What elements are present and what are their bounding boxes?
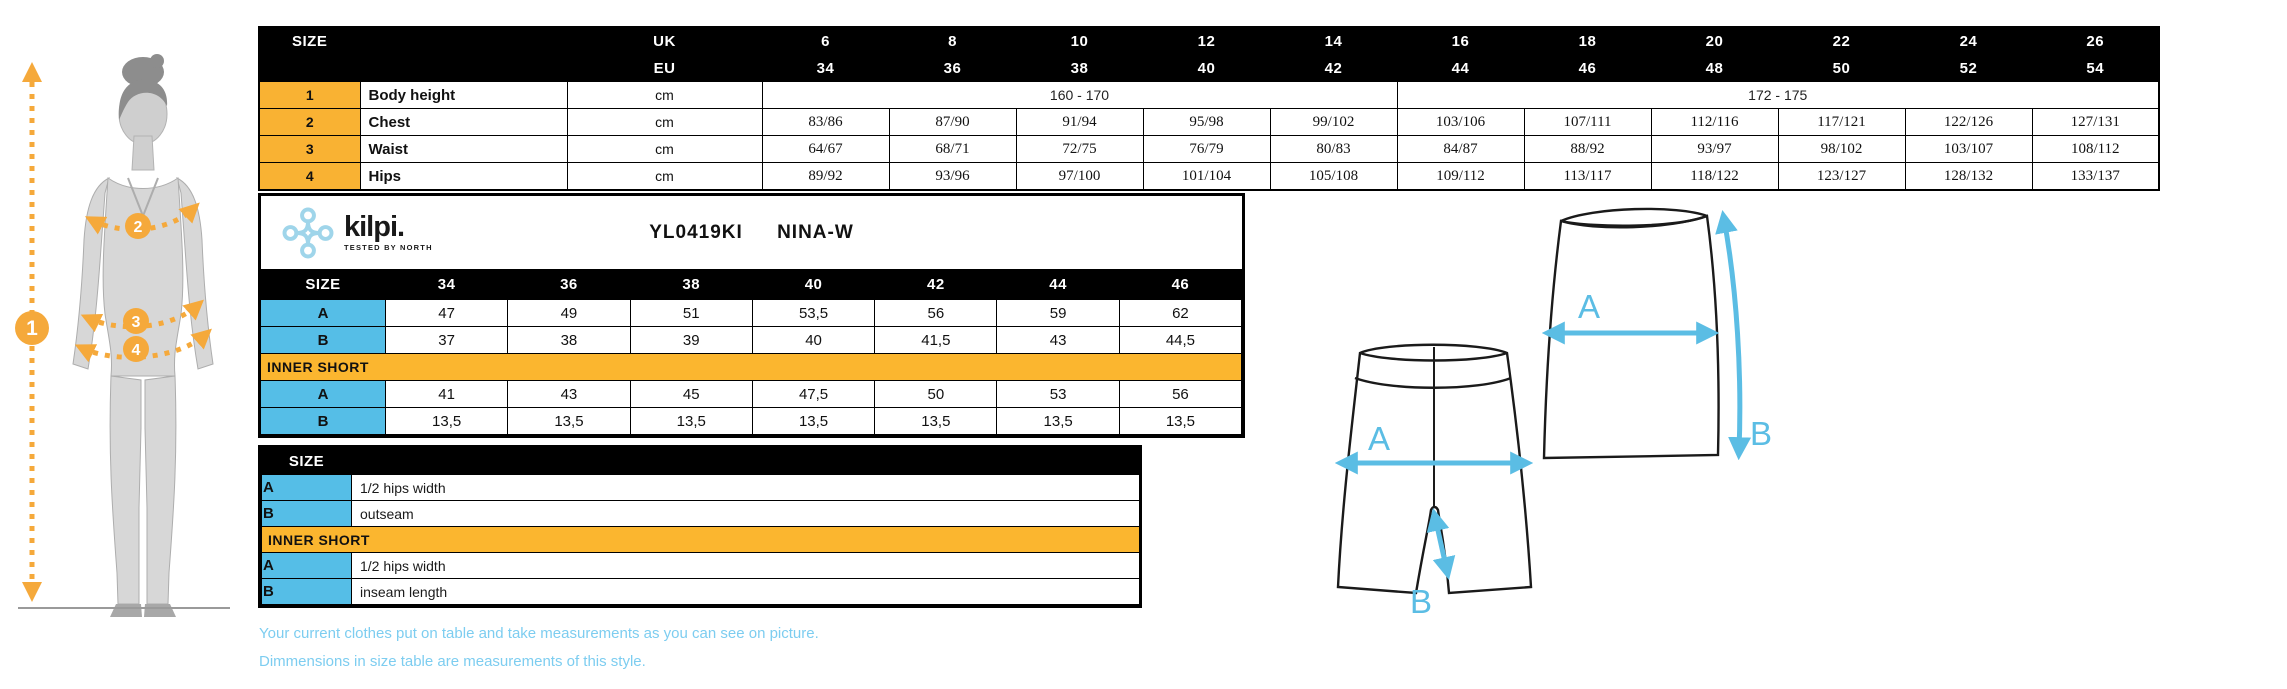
marker-2-label: 2 [133,219,143,236]
size-table-header-row [259,55,2159,82]
measurement-number-cell: 1 [259,82,360,109]
product-size-table [260,269,1242,435]
value-cell: 109/112 [1397,163,1524,191]
skirt-b-label: B [1750,415,1773,452]
dimension-value-cell: 50 [875,381,997,408]
size-value-header: 48 [1651,55,1778,82]
value-cell: 98/102 [1778,136,1905,163]
section-title-cell: INNER SHORT [261,354,1242,381]
dimension-value-cell: 13,5 [997,408,1119,435]
dimension-value-cell: 59 [997,300,1119,327]
value-cell: 64/67 [762,136,889,163]
legend-letter-cell: B [262,501,352,527]
dimension-value-cell: 39 [630,327,752,354]
woman-silhouette-illustration [8,28,248,620]
skirt-outseam-arrow [1724,219,1740,451]
size-value-header: 38 [1016,55,1143,82]
note-line-2: Dimmensions in size table are measurements of this style. [259,653,646,670]
legend-description-cell: outseam [352,501,1140,527]
dimension-value-cell: 45 [630,381,752,408]
value-cell: 103/107 [1905,136,2032,163]
dimension-value-cell: 49 [508,300,630,327]
dimension-letter-cell: B [261,408,386,435]
dimension-value-cell: 40 [752,327,874,354]
dimension-value-cell: 56 [1119,381,1241,408]
value-cell: 108/112 [2032,136,2159,163]
measurement-label-cell: Hips [360,163,567,191]
size-table-size-label: SIZE [259,27,567,55]
value-cell: 84/87 [1397,136,1524,163]
dimension-value-cell: 13,5 [386,408,508,435]
value-cell: 113/117 [1524,163,1651,191]
size-value-header: 26 [2032,27,2159,55]
body-measurement-figure [8,28,248,625]
legend-description-cell: inseam length [352,579,1140,605]
dimension-value-cell: 13,5 [875,408,997,435]
size-value-header: 8 [889,27,1016,55]
marker-1-label: 1 [26,317,38,340]
size-table-row [259,136,2159,163]
product-size-header: 36 [508,270,630,300]
product-code: YL0419KI [649,221,743,243]
value-cell: 128/132 [1905,163,2032,191]
value-cell: 88/92 [1524,136,1651,163]
dimension-letter-cell: A [261,300,386,327]
measurement-number-cell: 3 [259,136,360,163]
value-cell: 107/111 [1524,109,1651,136]
size-value-header: 54 [2032,55,2159,82]
size-table-header-row [259,27,2159,55]
legend-row [262,501,1140,527]
shorts-outline [1338,345,1531,593]
garment-diagram [1330,195,1795,630]
product-code-title [261,222,1242,244]
dimension-value-cell: 13,5 [630,408,752,435]
inner-short-section-row [261,354,1242,381]
dimension-value-cell: 41 [386,381,508,408]
product-size-header: 46 [1119,270,1241,300]
value-cell: 89/92 [762,163,889,191]
product-value-row [261,300,1242,327]
product-size-panel [258,193,1245,438]
product-name: NINA-W [777,221,854,243]
size-value-header: 20 [1651,27,1778,55]
value-cell: 118/122 [1651,163,1778,191]
value-cell: 103/106 [1397,109,1524,136]
legend-description-cell: 1/2 hips width [352,553,1140,579]
dimension-value-cell: 41,5 [875,327,997,354]
value-cell: 80/83 [1270,136,1397,163]
size-value-header: 52 [1905,55,2032,82]
value-cell: 97/100 [1016,163,1143,191]
product-value-row [261,381,1242,408]
value-cell: 117/121 [1778,109,1905,136]
legend-row [262,475,1140,501]
measurement-label-cell: Chest [360,109,567,136]
measurement-notes [259,620,819,676]
size-value-header: 22 [1778,27,1905,55]
size-value-header: 46 [1524,55,1651,82]
value-cell: 68/71 [889,136,1016,163]
value-cell: 91/94 [1016,109,1143,136]
product-value-row [261,408,1242,435]
legend-letter-cell: B [262,579,352,605]
unit-cell: cm [567,82,762,109]
legend-header-row [262,449,1140,475]
marker-3-label: 3 [131,314,141,331]
size-value-header: 24 [1905,27,2032,55]
size-value-header: 50 [1778,55,1905,82]
product-size-header-row [261,270,1242,300]
size-value-header: 18 [1524,27,1651,55]
value-cell: 93/96 [889,163,1016,191]
skirt-a-label: A [1578,288,1601,325]
legend-header-filler [352,449,1140,475]
value-cell: 83/86 [762,109,889,136]
dimension-letter-cell: A [261,381,386,408]
woman-body-shape [18,54,230,617]
legend-letter-cell: A [262,475,352,501]
dimension-value-cell: 13,5 [1119,408,1241,435]
unit-cell: cm [567,163,762,191]
value-cell: 95/98 [1143,109,1270,136]
legend-panel [258,445,1142,608]
legend-size-label: SIZE [262,449,352,475]
value-cell: 87/90 [889,109,1016,136]
measurement-label-cell: Waist [360,136,567,163]
legend-row [262,579,1140,605]
value-cell: 133/137 [2032,163,2159,191]
measurement-number-cell: 2 [259,109,360,136]
range-value-cell: 160 - 170 [762,82,1397,109]
size-table-row [259,109,2159,136]
dimension-value-cell: 47,5 [752,381,874,408]
unit-cell: cm [567,109,762,136]
dimension-value-cell: 62 [1119,300,1241,327]
legend-row [262,553,1140,579]
legend-letter-cell: A [262,553,352,579]
dimension-letter-cell: B [261,327,386,354]
dimension-value-cell: 44,5 [1119,327,1241,354]
value-cell: 105/108 [1270,163,1397,191]
size-value-header: 6 [762,27,889,55]
size-value-header: 34 [762,55,889,82]
measurement-number-cell: 4 [259,163,360,191]
size-value-header: 14 [1270,27,1397,55]
product-size-header: 38 [630,270,752,300]
legend-description-cell: 1/2 hips width [352,475,1140,501]
measurement-legend-table [261,448,1140,605]
dimension-value-cell: 56 [875,300,997,327]
legend-section-title-cell: INNER SHORT [262,527,1140,553]
size-table-row [259,82,2159,109]
dimension-value-cell: 37 [386,327,508,354]
value-cell: 123/127 [1778,163,1905,191]
measurement-label-cell: Body height [360,82,567,109]
product-value-row [261,327,1242,354]
size-table-size-label [259,55,567,82]
product-size-label: SIZE [261,270,386,300]
brand-tagline: TESTED BY NORTH [344,243,433,253]
value-cell: 112/116 [1651,109,1778,136]
product-header [261,196,1242,269]
product-size-header: 34 [386,270,508,300]
product-size-header: 42 [875,270,997,300]
dimension-value-cell: 13,5 [752,408,874,435]
shorts-b-label: B [1410,583,1433,620]
size-value-header: 36 [889,55,1016,82]
body-size-table [258,26,2160,191]
dimension-value-cell: 43 [997,327,1119,354]
dimension-value-cell: 53 [997,381,1119,408]
value-cell: 93/97 [1651,136,1778,163]
value-cell: 127/131 [2032,109,2159,136]
shorts-and-skirt-diagram [1330,195,1795,625]
value-cell: 99/102 [1270,109,1397,136]
size-value-header: 12 [1143,27,1270,55]
dimension-value-cell: 43 [508,381,630,408]
brand-name: kilpi. [344,211,405,244]
range-value-cell: 172 - 175 [1397,82,2159,109]
size-table-row [259,163,2159,191]
size-value-header: 10 [1016,27,1143,55]
dimension-value-cell: 53,5 [752,300,874,327]
size-value-header: 16 [1397,27,1524,55]
dimension-value-cell: 51 [630,300,752,327]
unit-cell: cm [567,136,762,163]
value-cell: 72/75 [1016,136,1143,163]
dimension-value-cell: 38 [508,327,630,354]
value-cell: 76/79 [1143,136,1270,163]
value-cell: 122/126 [1905,109,2032,136]
marker-4-label: 4 [131,342,141,359]
note-line-1: Your current clothes put on table and take measurements as you can see on picture. [259,625,819,642]
product-size-header: 44 [997,270,1119,300]
shorts-a-label: A [1368,420,1391,457]
region-label: EU [567,55,762,82]
dimension-value-cell: 47 [386,300,508,327]
dimension-value-cell: 13,5 [508,408,630,435]
product-size-header: 40 [752,270,874,300]
legend-inner-short-row [262,527,1140,553]
value-cell: 101/104 [1143,163,1270,191]
size-value-header: 40 [1143,55,1270,82]
size-value-header: 42 [1270,55,1397,82]
size-value-header: 44 [1397,55,1524,82]
region-label: UK [567,27,762,55]
